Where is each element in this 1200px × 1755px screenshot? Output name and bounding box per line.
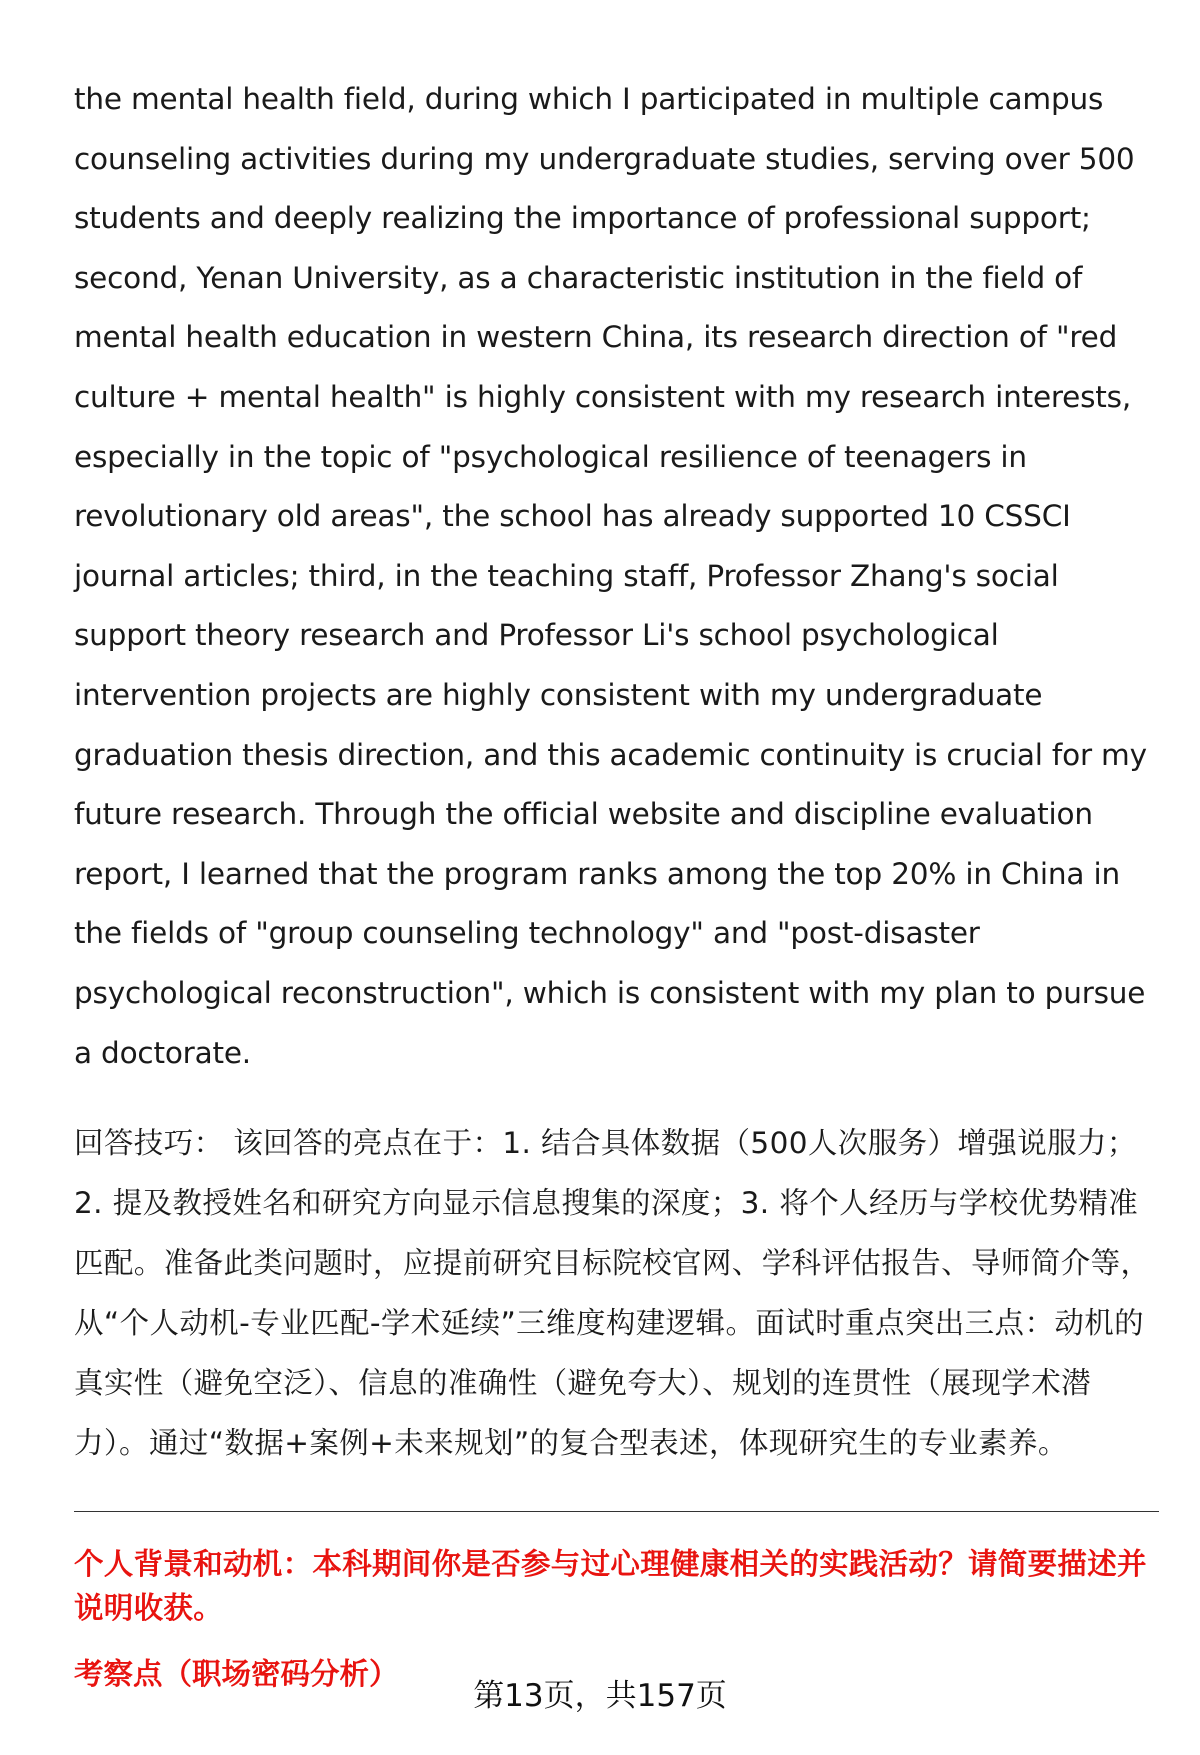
answer-tip-paragraph: 回答技巧： 该回答的亮点在于：1. 结合具体数据（500人次服务）增强说服力；2. 提及教授姓名和研究方向显示信息搜集的深度；3. 将个人经历与学校优势精准匹配。准备此类问题时，应提前研究目标院校官网、学科评估报告、导师简介等，从“个人动机-专业匹配-学术延续”三维度构建逻辑。面试时重点突出三点：动机的真实性（避免空泛）、信息的准确性（避免夸大）、规划的连贯性（展现学术潜力）。通过“数据+案例+未来规划”的复合型表述，体现研究生的专业素养。 <box>74 1126 1151 1461</box>
examine-point-heading: 考察点（职场密码分析） <box>74 1657 399 1692</box>
page-number: 第13页，共157页 <box>473 1678 727 1714</box>
answer-english-paragraph: the mental health field, during which I participated in multiple campus counseling activities during my undergraduate studies, serving over 500 students and deeply realizing the importance of professional support; second, Yenan University, as a characteristic institution in the field of mental health education in western China, its research direction of "red culture + mental health" is highly consistent with my research interests, especially in the topic of "psychological resilience of teenagers in revolutionary old areas", the school has already supported 10 CSSCI journal articles; third, in the teaching staff, Professor Zhang's social support theory research and Professor Li's school psychological intervention projects are highly consistent with my undergraduate graduation thesis direction, and this academic continuity is crucial for my future research. Through the official website and discipline evaluation report, I learned that the program ranks among the top 20% in China in the fields of "group counseling technology" and "post-disaster psychological reconstruction", which is consistent with my plan to pursue a doctorate. <box>74 82 1147 1070</box>
next-question-heading: 个人背景和动机：本科期间你是否参与过心理健康相关的实践活动？请简要描述并说明收获。 <box>74 1547 1147 1626</box>
document-page <box>74 70 1159 1694</box>
section-divider <box>74 1511 1159 1512</box>
